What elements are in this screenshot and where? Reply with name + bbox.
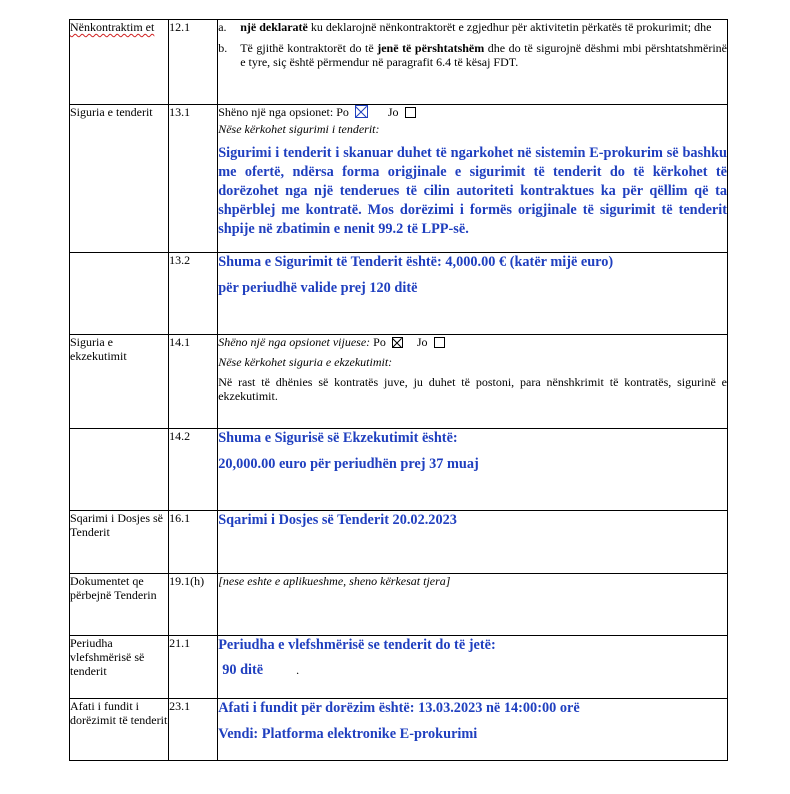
row-content xyxy=(218,699,728,761)
row-number: 16.1 xyxy=(169,511,218,574)
table-row xyxy=(70,253,728,335)
row-label: Periudha vlefshmërisë së tenderit xyxy=(70,636,169,699)
row-number: 13.2 xyxy=(169,253,218,335)
row-label: Afati i fundit i dorëzimit të tenderit xyxy=(70,699,169,761)
table-row xyxy=(70,105,728,253)
row-number: 12.1 xyxy=(169,20,218,105)
row-number: 23.1 xyxy=(169,699,218,761)
validity-title: Periudha e vlefshmërisë se tenderit do të jetë: xyxy=(218,637,496,653)
list-item: b. Të gjithë kontraktorët do të jenë të përshtatshëm dhe do të sigurojnë dëshmi mbi përshtatshmërinë e tyre, siç është përmendur në paragrafit 6.4 të kësaj FDT. xyxy=(218,41,727,69)
row-content xyxy=(218,253,728,335)
row-content: Periudha e vlefshmërisë se tenderit do të jetë: 90 ditë . xyxy=(218,636,728,699)
row-label xyxy=(70,253,169,335)
row-content xyxy=(218,574,728,636)
row-content xyxy=(218,511,728,574)
required-note: Nëse kërkohet siguria e ekzekutimit: xyxy=(218,355,393,369)
required-note: Nëse kërkohet sigurimi i tenderit: xyxy=(218,122,380,136)
row-label: Dokumentet qe përbejnë Tenderin xyxy=(70,574,169,636)
row-label: Sqarimi i Dosjes së Tenderit xyxy=(70,511,169,574)
row-label: Siguria e tenderit xyxy=(70,105,169,253)
performance-text: Në rast të dhënies së kontratës juve, ju duhet të postoni, para nënshkrimit të kontratës, sigurinë e ekzekutimit. xyxy=(218,375,727,403)
submission-place: Vendi: Platforma elektronike E-prokurimi xyxy=(218,726,478,742)
row-content xyxy=(218,20,728,105)
row-number: 19.1(h) xyxy=(169,574,218,636)
row-number: 21.1 xyxy=(169,636,218,699)
table-row xyxy=(70,511,728,574)
table-row xyxy=(70,636,728,699)
row-content xyxy=(218,429,728,511)
table-row xyxy=(70,699,728,761)
table-row xyxy=(70,20,728,105)
performance-amount: 20,000.00 euro për periudhën prej 37 muaj xyxy=(218,456,479,472)
row-label xyxy=(70,429,169,511)
clarification-date: Sqarimi i Dosjes së Tenderit 20.02.2023 xyxy=(218,512,457,528)
row-number: 14.1 xyxy=(169,335,218,429)
guarantee-instructions: Sigurimi i tenderit i skanuar duhet të ngarkohet në sistemin E-prokurim së bashku me ofertë, ndërsa forma origjinale e sigurimit të tenderit do të kërkohet të dorëzohet nga një tenderues të cilin autoriteti kontraktues ka për qëllim që ta shpërblej me kontratë. Mos dorëzimi i formës origjinale të sigurimit të tenderit shpije në zbatimin e nenit 99.2 të LPP-së. xyxy=(218,145,727,237)
documents-note: [nese eshte e aplikueshme, sheno kërkesat tjera] xyxy=(218,574,451,588)
table-row xyxy=(70,335,728,429)
checkbox-yes[interactable] xyxy=(392,337,403,348)
row-content: Shëno një nga opsionet: Po Jo Nëse kërkohet sigurimi i tenderit: Sigurimi i tenderit i skanuar duhet të ngarkohet në sistemin E-prokurim së bashku me ofertë, ndërsa forma origjinale e sigurimit të tenderit do të kërkohet të dorëzohet nga një tenderues të cilin autoriteti kontraktues ka për qëllim që ta shpërblej me kontratë. Mos dorëzimi i formës origjinale të sigurimit të tenderit shpije në zbatimin e nenit 99.2 të LPP-së. xyxy=(218,105,728,253)
tender-data-sheet-table xyxy=(69,19,728,761)
row-number: 13.1 xyxy=(169,105,218,253)
row-number: 14.2 xyxy=(169,429,218,511)
checkbox-no[interactable] xyxy=(434,337,445,348)
guarantee-amount: Shuma e Sigurimit të Tenderit është: 4,000.00 € (katër mijë euro) xyxy=(218,254,614,270)
row-label: Siguria e ekzekutimit xyxy=(70,335,169,429)
table-row xyxy=(70,429,728,511)
row-content: Shëno një nga opsionet vijuese: Po Jo Nëse kërkohet siguria e ekzekutimit: Në rast të dhënies së kontratës juve, ju duhet të postoni, para nënshkrimit të kontratës, sigurinë e ekzekutimit. xyxy=(218,335,728,429)
table-row xyxy=(70,574,728,636)
guarantee-validity: për periudhë valide prej 120 ditë xyxy=(218,280,418,296)
deadline: Afati i fundit për dorëzim është: 13.03.2023 në 14:00:00 orë xyxy=(218,700,580,716)
validity-days: 90 ditë xyxy=(222,662,264,678)
checkbox-yes[interactable] xyxy=(355,105,368,118)
row-label: Nënkontraktim et xyxy=(70,20,169,105)
performance-amount-title: Shuma e Sigurisë së Ekzekutimit është: xyxy=(218,430,458,446)
list-item: a. një deklaratë ku deklarojnë nënkontraktorët e zgjedhur për aktivitetin përkatës të prokurimit; dhe xyxy=(218,20,712,34)
checkbox-no[interactable] xyxy=(405,107,416,118)
